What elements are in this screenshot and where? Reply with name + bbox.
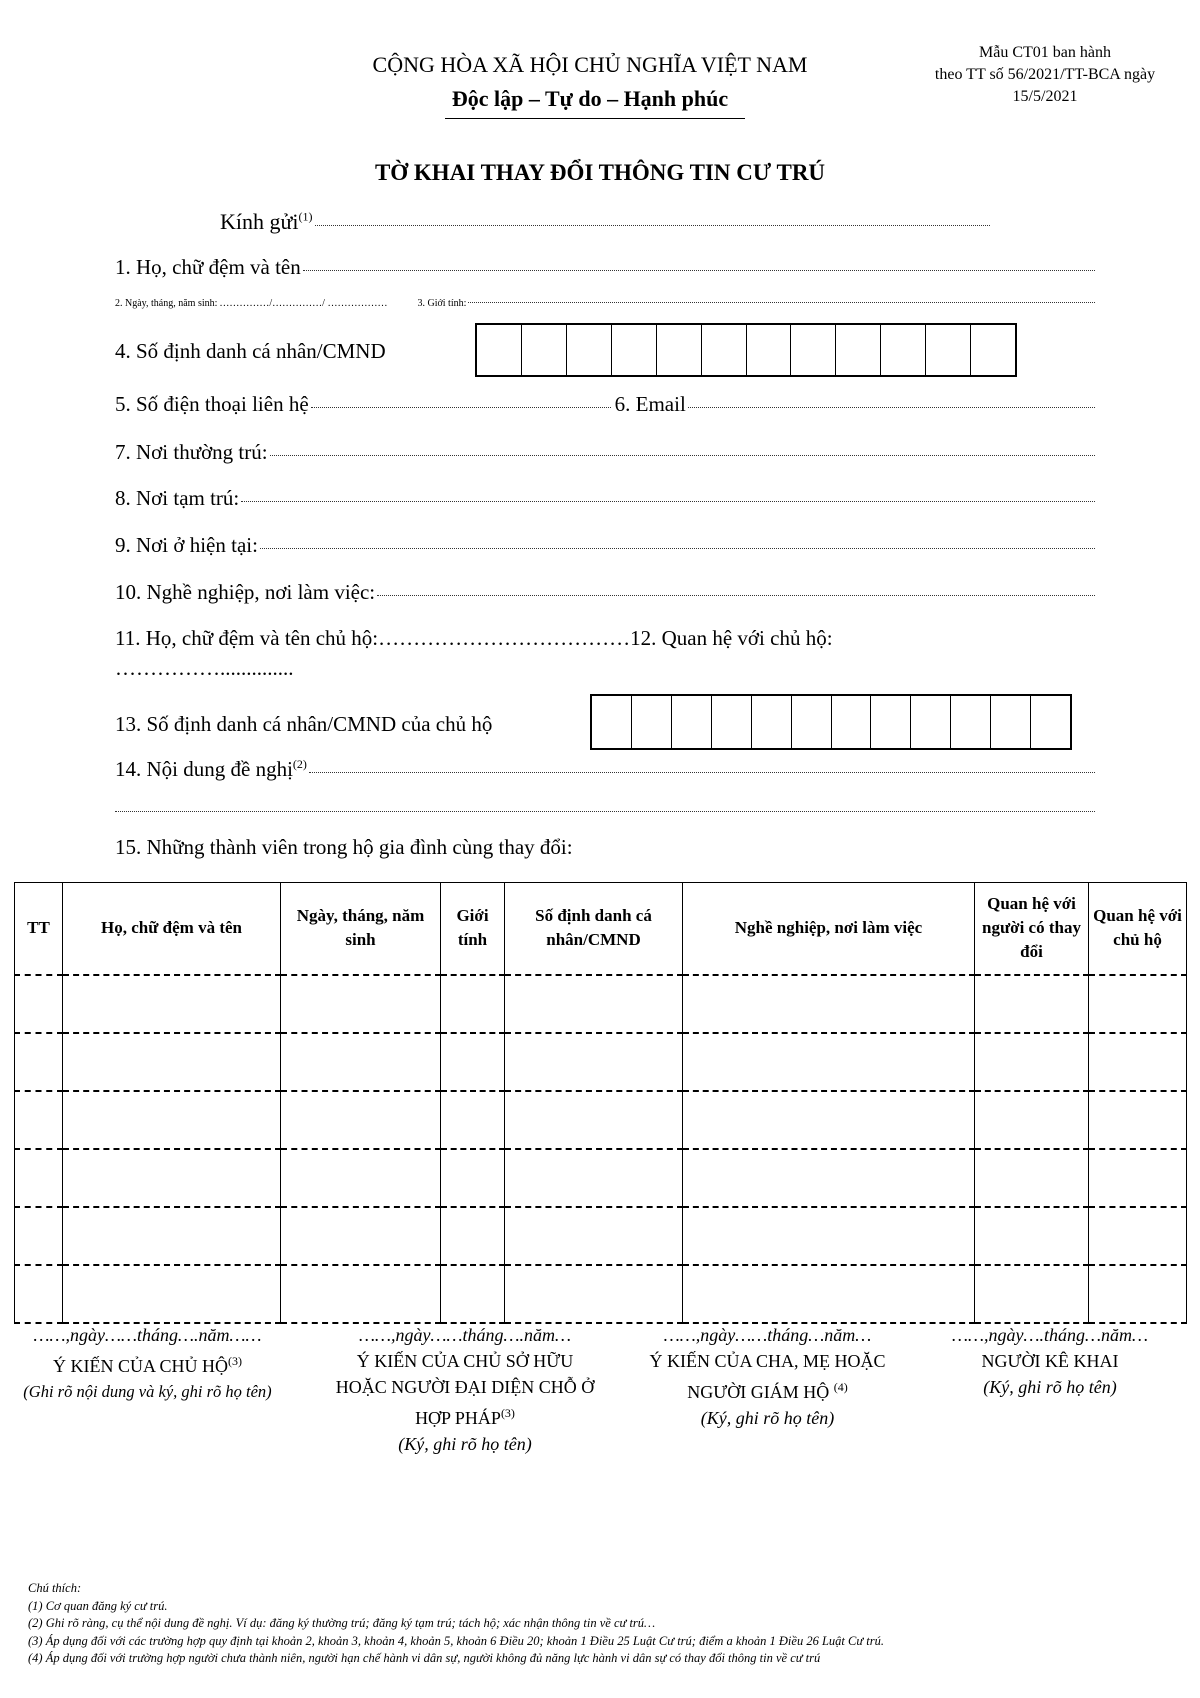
head-id-boxes[interactable] bbox=[590, 694, 1072, 750]
id-digit-cell[interactable] bbox=[910, 696, 950, 748]
col-name: Họ, chữ đệm và tên bbox=[63, 883, 281, 975]
footnote-item: (2) Ghi rõ ràng, cụ thể nội dung đề nghị. Ví dụ: đăng ký thường trú; đăng ký tạm trú; tách hộ; xác nhận thông tin về cư trú… bbox=[28, 1616, 656, 1630]
table-cell[interactable] bbox=[281, 1265, 441, 1323]
id-digit-cell[interactable] bbox=[870, 696, 910, 748]
col-tt: TT bbox=[15, 883, 63, 975]
table-cell[interactable] bbox=[975, 1265, 1089, 1323]
table-cell[interactable] bbox=[683, 1265, 975, 1323]
field-row-occupation bbox=[115, 580, 1095, 605]
id-digit-cell[interactable] bbox=[1030, 696, 1070, 748]
table-row bbox=[15, 1207, 1187, 1265]
signature-date: ……,ngày….tháng…năm… bbox=[951, 1325, 1148, 1345]
current-label: 9. Nơi ở hiện tại: bbox=[115, 533, 258, 557]
table-row bbox=[15, 1033, 1187, 1091]
col-occupation: Nghề nghiệp, nơi làm việc bbox=[683, 883, 975, 975]
table-cell[interactable] bbox=[1089, 1091, 1187, 1149]
table-cell[interactable] bbox=[441, 1091, 505, 1149]
signature-note: (Ký, ghi rõ họ tên) bbox=[700, 1408, 835, 1428]
id-digit-cell[interactable] bbox=[631, 696, 671, 748]
request-label: 14. Nội dung đề nghị$^{(2)}$ bbox=[115, 757, 307, 781]
table-cell[interactable] bbox=[1089, 1265, 1187, 1323]
recipient-row bbox=[220, 209, 990, 235]
signature-date: ……,ngày……tháng….năm…… bbox=[33, 1325, 262, 1345]
gender-label: 3. Giới tính: bbox=[417, 298, 467, 309]
occupation-input[interactable] bbox=[377, 595, 1095, 596]
footnote-item: (3) Áp dụng đối với các trường hợp quy định tại khoản 2, khoản 3, khoản 4, khoản 5, khoản 6 Điều 20; khoản 1 Điều 25 Luật Cư trú; điểm a khoản 1 Điều 26 Luật Cư trú. bbox=[28, 1633, 884, 1648]
table-cell[interactable] bbox=[63, 1033, 281, 1091]
head-name-label: 11. Họ, chữ đệm và tên chủ hộ:………………………………12. Quan hệ với chủ hộ: bbox=[115, 626, 833, 650]
signature-block-household-head bbox=[5, 1322, 290, 1405]
head-relation-input[interactable]: …………….............. bbox=[115, 656, 294, 680]
id-digit-cell[interactable] bbox=[880, 325, 925, 375]
field-row-head-id bbox=[115, 712, 492, 737]
id-digit-cell[interactable] bbox=[925, 325, 970, 375]
footnotes bbox=[28, 1580, 1178, 1668]
table-cell[interactable] bbox=[15, 975, 63, 1033]
table-cell[interactable] bbox=[15, 1033, 63, 1091]
permanent-input[interactable] bbox=[270, 455, 1095, 456]
id-digit-cell[interactable] bbox=[566, 325, 611, 375]
id-digit-cell[interactable] bbox=[656, 325, 701, 375]
table-cell[interactable] bbox=[975, 1091, 1089, 1149]
table-cell[interactable] bbox=[441, 1033, 505, 1091]
table-header-row bbox=[15, 883, 1187, 975]
id-digit-cell[interactable] bbox=[671, 696, 711, 748]
signature-block-declarant bbox=[925, 1322, 1175, 1400]
gender-input[interactable] bbox=[468, 302, 1095, 303]
table-cell[interactable] bbox=[15, 1149, 63, 1207]
table-cell[interactable] bbox=[505, 1149, 683, 1207]
personal-id-boxes[interactable] bbox=[475, 323, 1017, 377]
id-digit-cell[interactable] bbox=[990, 696, 1030, 748]
id-digit-cell[interactable] bbox=[831, 696, 871, 748]
head-id-label: 13. Số định danh cá nhân/CMND của chủ hộ bbox=[115, 712, 493, 736]
id-digit-cell[interactable] bbox=[835, 325, 880, 375]
recipient-input[interactable] bbox=[315, 225, 990, 226]
signature-date: ……,ngày……tháng…năm… bbox=[663, 1325, 872, 1345]
table-cell[interactable] bbox=[505, 1207, 683, 1265]
motto-underline bbox=[445, 118, 745, 119]
email-input[interactable] bbox=[688, 407, 1095, 408]
signature-note: (Ghi rõ nội dung và ký, ghi rõ họ tên) bbox=[23, 1382, 272, 1401]
table-cell[interactable] bbox=[281, 1091, 441, 1149]
dob-label: 2. Ngày, tháng, năm sinh: bbox=[115, 298, 218, 309]
id-digit-cell[interactable] bbox=[477, 325, 521, 375]
signature-date: ……,ngày……tháng….năm… bbox=[358, 1325, 572, 1345]
signature-title: Ý KIẾN CỦA CHỦ SỞ HỮU HOẶC NGƯỜI ĐẠI DIỆN CHỖ Ở HỢP PHÁP$^{(3)}$ bbox=[335, 1351, 595, 1428]
table-cell[interactable] bbox=[281, 1149, 441, 1207]
footnote-item: (4) Áp dụng đối với trường hợp người chưa thành niên, người hạn chế hành vi dân sự, người không đủ năng lực hành vi dân sự có thay đổi thông tin về cư trú bbox=[28, 1651, 821, 1665]
phone-label: 5. Số điện thoại liên hệ bbox=[115, 392, 309, 416]
field-row-phone-email bbox=[115, 392, 1095, 417]
id-digit-cell[interactable] bbox=[711, 696, 751, 748]
national-motto: Độc lập – Tự do – Hạnh phúc bbox=[451, 86, 729, 111]
id-digit-cell[interactable] bbox=[791, 696, 831, 748]
signature-block-owner bbox=[330, 1322, 600, 1457]
request-input-line[interactable] bbox=[115, 811, 1095, 812]
table-cell[interactable] bbox=[975, 1149, 1089, 1207]
table-cell[interactable] bbox=[63, 1091, 281, 1149]
table-cell[interactable] bbox=[15, 1207, 63, 1265]
id-digit-cell[interactable] bbox=[950, 696, 990, 748]
table-cell[interactable] bbox=[975, 1033, 1089, 1091]
email-label: 6. Email bbox=[614, 392, 686, 416]
table-cell[interactable] bbox=[505, 1265, 683, 1323]
table-cell[interactable] bbox=[15, 1265, 63, 1323]
temporary-input[interactable] bbox=[241, 501, 1095, 502]
table-cell[interactable] bbox=[683, 1149, 975, 1207]
personal-id-label: 4. Số định danh cá nhân/CMND bbox=[115, 339, 386, 363]
request-input[interactable] bbox=[309, 772, 1095, 773]
col-id: Số định danh cá nhân/CMND bbox=[505, 883, 683, 975]
table-cell[interactable] bbox=[281, 1033, 441, 1091]
signature-block-guardian bbox=[630, 1322, 905, 1431]
field-row-members bbox=[115, 835, 573, 860]
table-cell[interactable] bbox=[1089, 1149, 1187, 1207]
form-code-line: 15/5/2021 bbox=[1012, 88, 1078, 105]
table-row bbox=[15, 1149, 1187, 1207]
field-row-personal-id bbox=[115, 339, 386, 364]
id-digit-cell[interactable] bbox=[611, 325, 656, 375]
table-row bbox=[15, 975, 1187, 1033]
table-cell[interactable] bbox=[1089, 1033, 1187, 1091]
name-label: 1. Họ, chữ đệm và tên bbox=[115, 255, 301, 279]
name-input[interactable] bbox=[303, 270, 1095, 271]
table-row bbox=[15, 1265, 1187, 1323]
table-cell[interactable] bbox=[505, 1033, 683, 1091]
table-cell[interactable] bbox=[505, 1091, 683, 1149]
field-row-dob-gender bbox=[115, 298, 1095, 309]
table-cell[interactable] bbox=[683, 1091, 975, 1149]
field-row-current bbox=[115, 533, 1095, 558]
col-relation-head: Quan hệ với chủ hộ bbox=[1089, 883, 1187, 975]
table-cell[interactable] bbox=[683, 1207, 975, 1265]
table-cell[interactable] bbox=[1089, 1207, 1187, 1265]
id-digit-cell[interactable] bbox=[592, 696, 631, 748]
form-code-line: theo TT số 56/2021/TT-BCA ngày bbox=[934, 66, 1156, 83]
id-digit-cell[interactable] bbox=[970, 325, 1015, 375]
table-cell[interactable] bbox=[441, 1207, 505, 1265]
col-gender: Giới tính bbox=[441, 883, 505, 975]
form-code-line: Mẫu CT01 ban hành bbox=[979, 44, 1111, 61]
col-dob: Ngày, tháng, năm sinh bbox=[281, 883, 441, 975]
signature-note: (Ký, ghi rõ họ tên) bbox=[983, 1377, 1117, 1397]
table-cell[interactable] bbox=[683, 1033, 975, 1091]
table-cell[interactable] bbox=[15, 1091, 63, 1149]
table-cell[interactable] bbox=[441, 1149, 505, 1207]
signature-title: Ý KIẾN CỦA CHỦ HỘ$^{(3)}$ bbox=[53, 1354, 242, 1376]
table-cell[interactable] bbox=[281, 1207, 441, 1265]
signature-note: (Ký, ghi rõ họ tên) bbox=[398, 1434, 532, 1454]
current-input[interactable] bbox=[260, 548, 1095, 549]
table-cell[interactable] bbox=[683, 975, 975, 1033]
permanent-label: 7. Nơi thường trú: bbox=[115, 440, 268, 464]
table-cell[interactable] bbox=[63, 1265, 281, 1323]
table-cell[interactable] bbox=[441, 1265, 505, 1323]
dob-input[interactable]: ……………/……………/ ……………… bbox=[219, 298, 388, 309]
table-cell[interactable] bbox=[63, 975, 281, 1033]
id-digit-cell[interactable] bbox=[746, 325, 791, 375]
table-cell[interactable] bbox=[975, 1207, 1089, 1265]
occupation-label: 10. Nghề nghiệp, nơi làm việc: bbox=[115, 580, 376, 604]
form-title: TỜ KHAI THAY ĐỔI THÔNG TIN CƯ TRÚ bbox=[374, 160, 826, 185]
members-table bbox=[14, 882, 1187, 1324]
field-row-permanent bbox=[115, 440, 1095, 465]
table-cell[interactable] bbox=[505, 975, 683, 1033]
col-relation-changer: Quan hệ với người có thay đổi bbox=[975, 883, 1089, 975]
recipient-label: Kính gửi$^{(1)}$ bbox=[220, 209, 313, 234]
field-row-head bbox=[115, 626, 1095, 651]
members-label: 15. Những thành viên trong hộ gia đình cùng thay đổi: bbox=[115, 835, 573, 859]
phone-input[interactable] bbox=[311, 407, 611, 408]
table-cell[interactable] bbox=[975, 975, 1089, 1033]
footnote-heading: Chú thích: bbox=[28, 1581, 82, 1595]
id-digit-cell[interactable] bbox=[521, 325, 566, 375]
id-digit-cell[interactable] bbox=[790, 325, 835, 375]
table-cell[interactable] bbox=[281, 975, 441, 1033]
national-title: CỘNG HÒA XÃ HỘI CHỦ NGHĨA VIỆT NAM bbox=[372, 52, 808, 77]
temporary-label: 8. Nơi tạm trú: bbox=[115, 486, 240, 510]
signature-title: NGƯỜI KÊ KHAI bbox=[981, 1351, 1119, 1371]
table-cell[interactable] bbox=[441, 975, 505, 1033]
table-cell[interactable] bbox=[63, 1149, 281, 1207]
id-digit-cell[interactable] bbox=[751, 696, 791, 748]
table-cell[interactable] bbox=[63, 1207, 281, 1265]
signature-title: Ý KIẾN CỦA CHA, MẸ HOẶC NGƯỜI GIÁM HỘ $^{(4)}$ bbox=[649, 1351, 886, 1402]
field-row-name bbox=[115, 255, 1095, 280]
table-cell[interactable] bbox=[1089, 975, 1187, 1033]
field-row-temporary bbox=[115, 486, 1095, 511]
table-row bbox=[15, 1091, 1187, 1149]
field-row-request bbox=[115, 757, 1095, 782]
footnote-item: (1) Cơ quan đăng ký cư trú. bbox=[28, 1598, 168, 1613]
form-code bbox=[915, 42, 1175, 108]
id-digit-cell[interactable] bbox=[701, 325, 746, 375]
